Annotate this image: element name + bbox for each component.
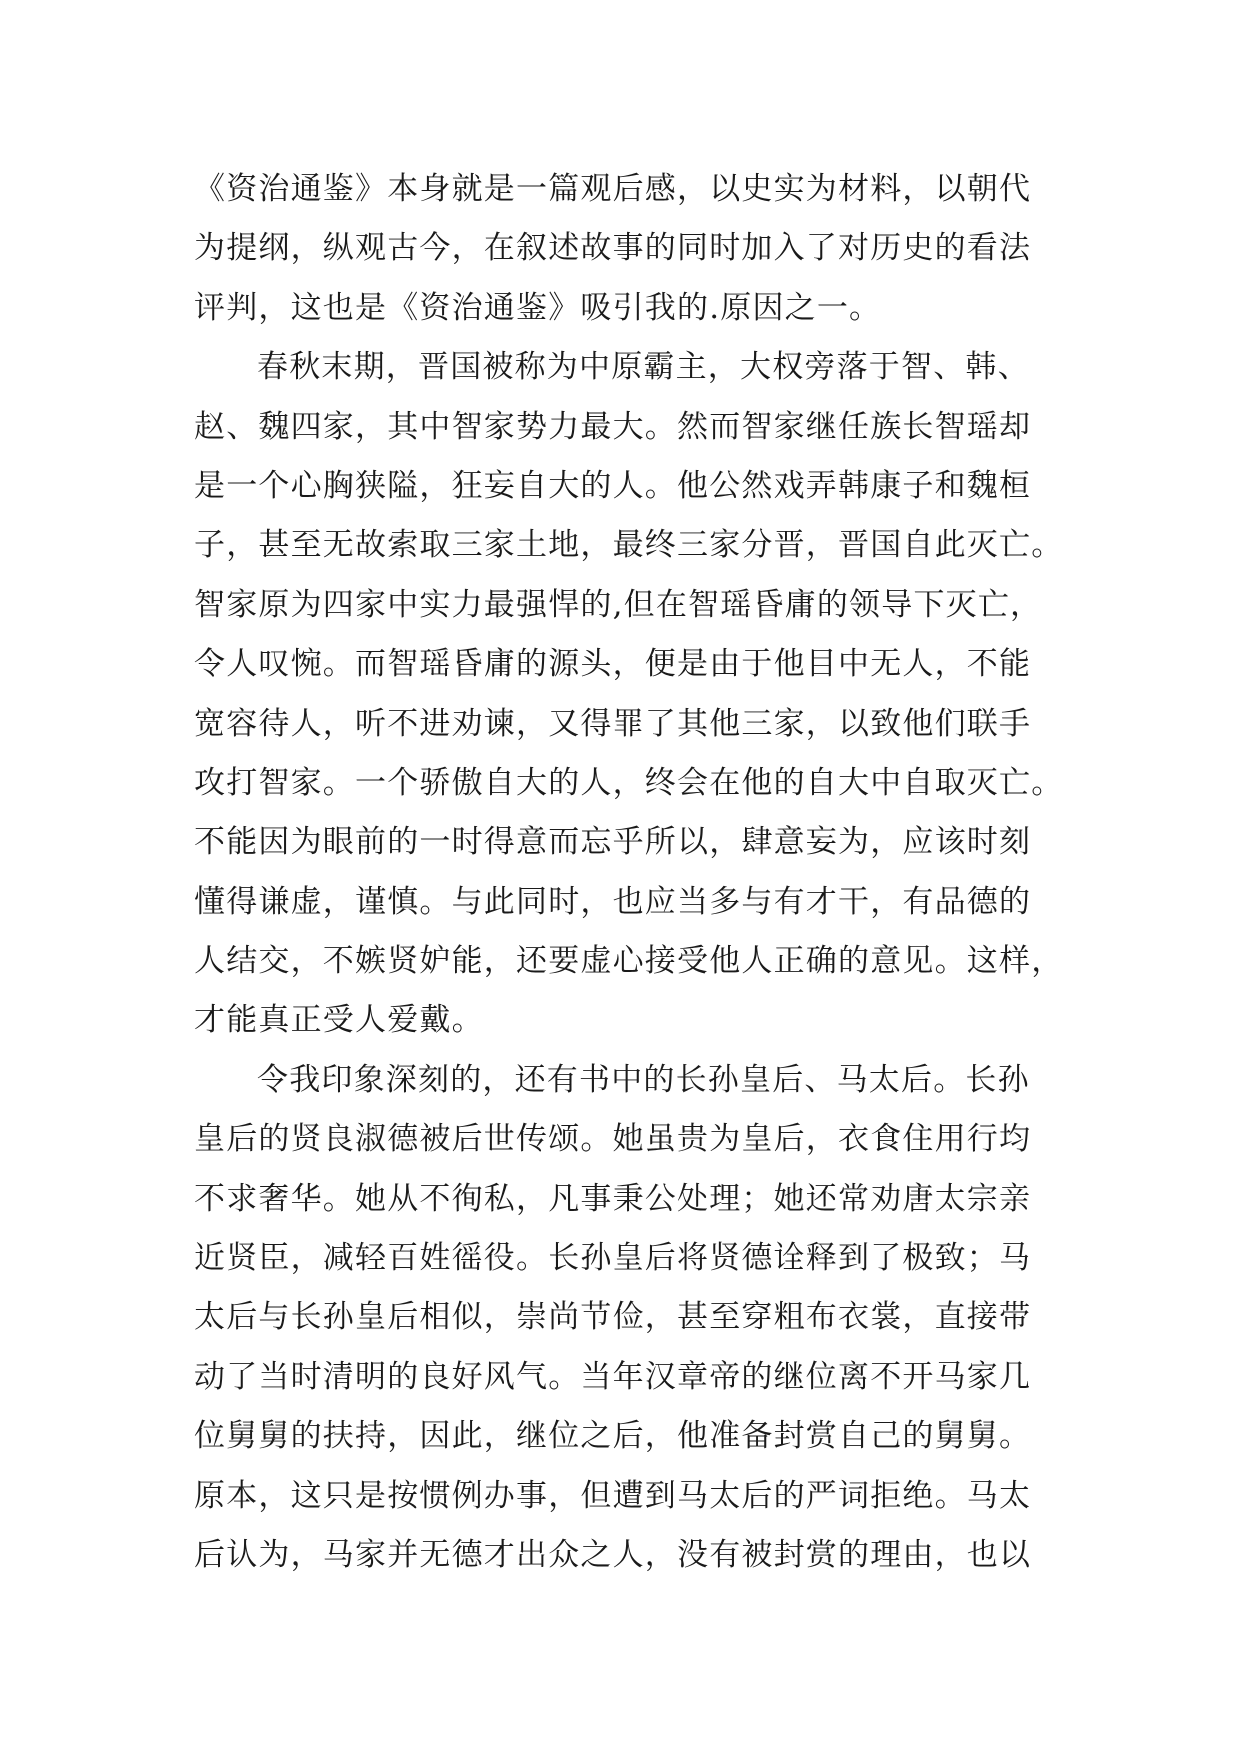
text-line: 智家原为四家中实力最强悍的,但在智瑶昏庸的领导下灭亡， <box>194 586 1043 623</box>
text-line: 不能因为眼前的一时得意而忘乎所以，肆意妄为，应该时刻 <box>194 824 1032 861</box>
text-line: 懂得谦虚，谨慎。与此同时，也应当多与有才干，有品德的 <box>194 883 1032 920</box>
text-line: 太后与长孙皇后相似，崇尚节俭，甚至穿粗布衣裳，直接带 <box>194 1299 1032 1336</box>
text-line: 动了当时清明的良好风气。当年汉章帝的继位离不开马家几 <box>194 1358 1032 1395</box>
text-line: 令我印象深刻的，还有书中的长孙皇后、马太后。长孙 <box>257 1061 1030 1098</box>
text-line: 《资治通鉴》本身就是一篇观后感，以史实为材料，以朝代 <box>194 171 1032 207</box>
text-line: 近贤臣，减轻百姓徭役。长孙皇后将贤德诠释到了极致；马 <box>194 1240 1032 1277</box>
text-line: 令人叹惋。而智瑶昏庸的源头，便是由于他目中无人，不能 <box>194 646 1032 683</box>
text-line: 人结交，不嫉贤妒能，还要虚心接受他人正确的意见。这样， <box>194 943 1064 980</box>
text-line: 才能真正受人爱戴。 <box>194 1002 484 1039</box>
text-line: 子，甚至无故索取三家土地，最终三家分晋，晋国自此灭亡。 <box>194 527 1064 564</box>
text-line: 不求奢华。她从不徇私，凡事秉公处理；她还常劝唐太宗亲 <box>194 1180 1032 1217</box>
text-line: 位舅舅的扶持，因此，继位之后，他准备封赏自己的舅舅。 <box>194 1418 1032 1455</box>
text-line: 后认为，马家并无德才出众之人，没有被封赏的理由，也以 <box>194 1536 1032 1573</box>
text-line: 原本，这只是按惯例办事，但遭到马太后的严词拒绝。马太 <box>194 1477 1032 1514</box>
document-body-text <box>194 160 1064 1585</box>
text-line: 评判，这也是《资治通鉴》吸引我的.原因之一。 <box>194 289 882 326</box>
text-line: 为提纲，纵观古今，在叙述故事的同时加入了对历史的看法 <box>194 230 1032 267</box>
text-line: 宽容待人，听不进劝谏，又得罪了其他三家，以致他们联手 <box>194 705 1032 742</box>
text-line: 攻打智家。一个骄傲自大的人，终会在他的自大中自取灭亡。 <box>194 764 1064 801</box>
text-line: 皇后的贤良淑德被后世传颂。她虽贵为皇后，衣食住用行均 <box>194 1121 1032 1158</box>
text-line: 春秋末期，晋国被称为中原霸主，大权旁落于智、韩、 <box>257 349 1030 386</box>
text-line: 是一个心胸狭隘，狂妄自大的人。他公然戏弄韩康子和魏桓 <box>194 467 1032 504</box>
text-line: 赵、魏四家，其中智家势力最大。然而智家继任族长智瑶却 <box>194 408 1032 445</box>
